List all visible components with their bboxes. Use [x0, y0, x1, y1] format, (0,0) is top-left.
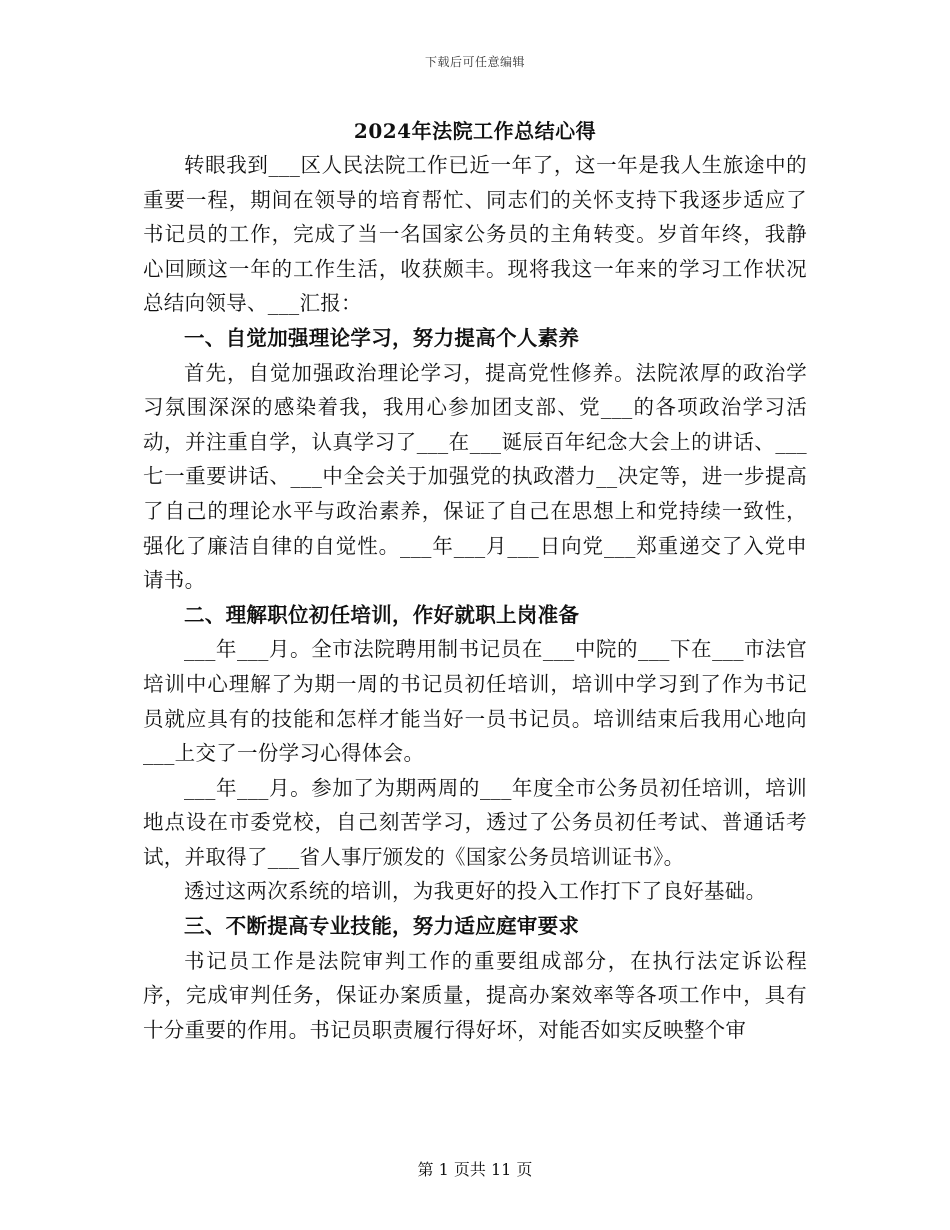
body-paragraph: ___年___月。参加了为期两周的___年度全市公务员初任培训，培训地点设在市委党校，自己刻苦学习，透过了公务员初任考试、普通话考试，并取得了___省人事厅颁发的《国家公务员培训证书》。 [143, 775, 807, 869]
page-header: 下载后可任意编辑 [424, 55, 525, 69]
document-title: 2024年法院工作总结心得 [353, 119, 597, 143]
document-body [143, 148, 807, 1047]
section-heading: 一、自觉加强理论学习，努力提高个人素养 [184, 325, 580, 350]
body-paragraph: ___年___月。全市法院聘用制书记员在___中院的___下在___市法官培训中心理解了为期一周的书记员初任培训，培训中学习到了作为书记员就应具有的技能和怎样才能当好一员书记员。培训结束后我用心地向___上交了一份学习心得体会。 [143, 637, 807, 766]
page-footer: 第 1 页共 11 页 [417, 1160, 533, 1179]
section-heading: 三、不断提高专业技能，努力适应庭审要求 [184, 914, 580, 939]
body-paragraph: 透过这两次系统的培训，为我更好的投入工作打下了良好基础。 [184, 879, 767, 904]
section-heading: 二、理解职位初任培训，作好就职上岗准备 [184, 602, 580, 627]
body-paragraph: 书记员工作是法院审判工作的重要组成部分，在执行法定诉讼程序，完成审判任务，保证办案质量，提高办案效率等各项工作中，具有十分重要的作用。书记员职责履行得好坏，对能否如实反映整个审 [143, 948, 807, 1042]
body-paragraph: 首先，自觉加强政治理论学习，提高党性修养。法院浓厚的政治学习氛围深深的感染着我，我用心参加团支部、党___的各项政治学习活动，并注重自学，认真学习了___在___诞辰百年纪念大会上的讲话、___七一重要讲话、___中全会关于加强党的执政潜力__决定等，进一步提高了自己的理论水平与政治素养，保证了自己在思想上和党持续一致性，强化了廉洁自律的自觉性。___年___月___日向党___郑重递交了入党申请书。 [143, 360, 807, 593]
body-paragraph: 转眼我到___区人民法院工作已近一年了，这一年是我人生旅途中的重要一程，期间在领导的培育帮忙、同志们的关怀支持下我逐步适应了书记员的工作，完成了当一名国家公务员的主角转变。岁首年终，我静心回顾这一年的工作生活，收获颇丰。现将我这一年来的学习工作状况总结向领导、___汇报： [143, 153, 807, 316]
